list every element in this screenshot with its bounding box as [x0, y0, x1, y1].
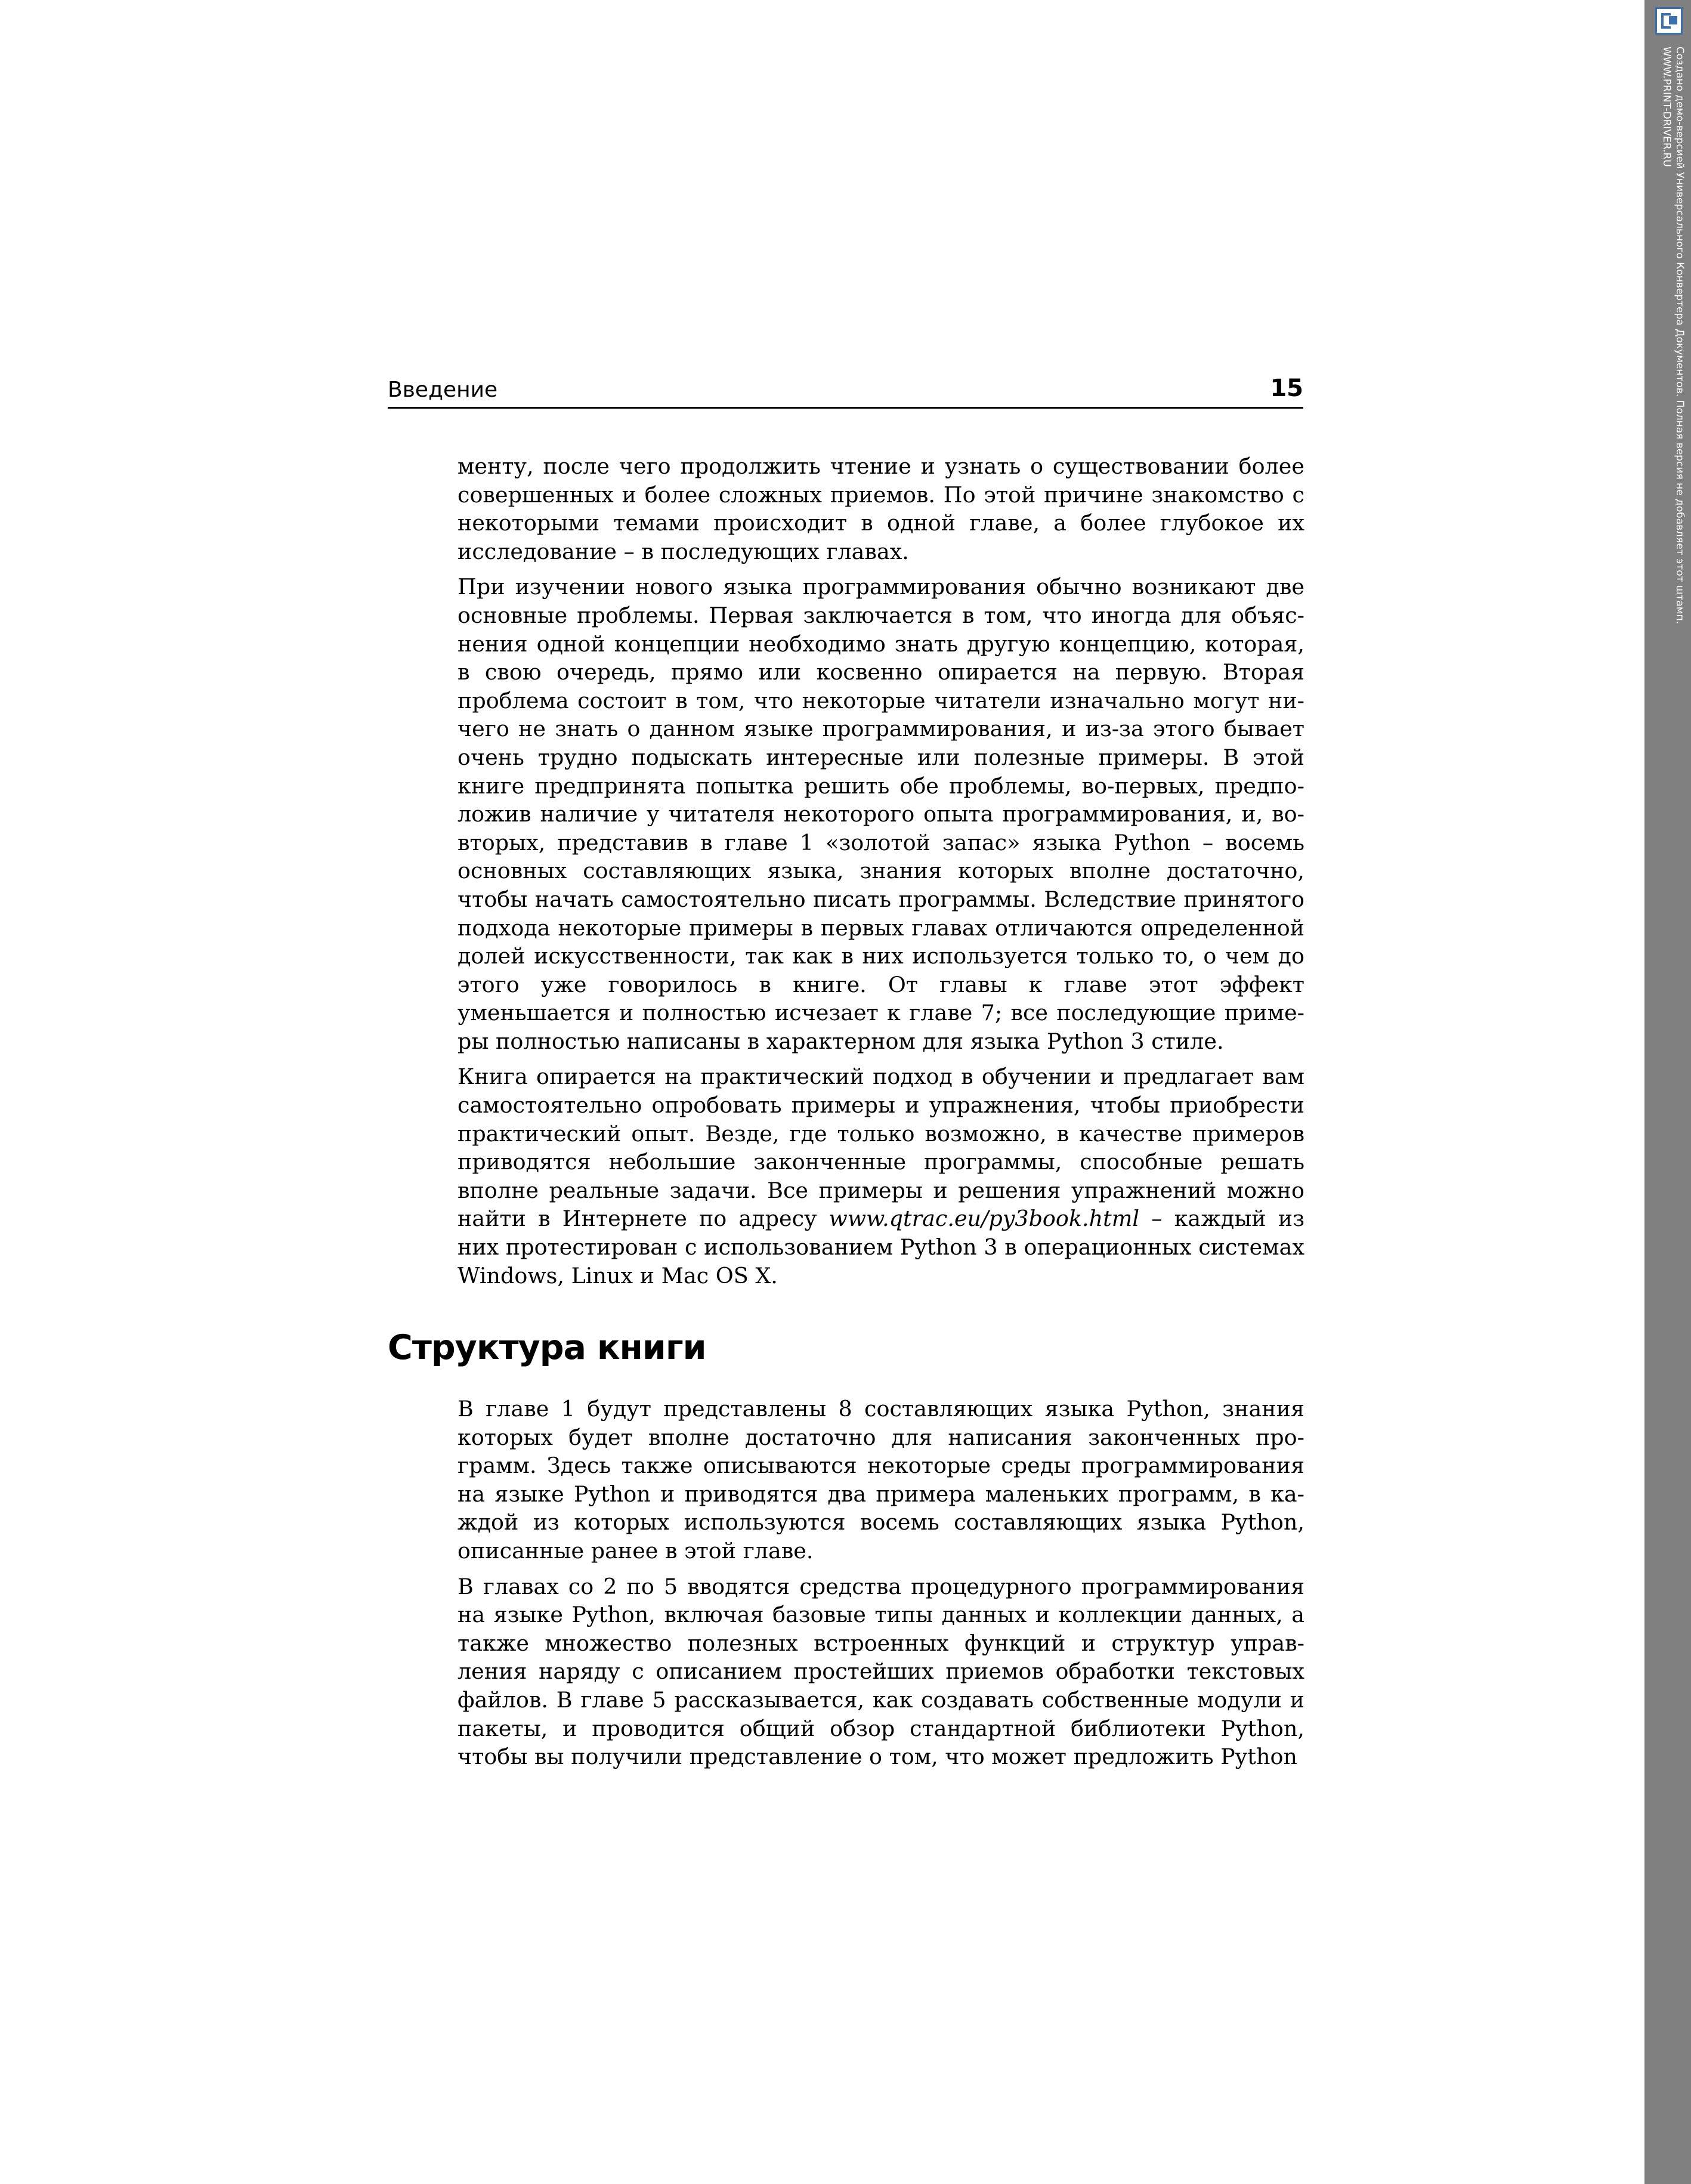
section-heading: Структура книги: [388, 1328, 706, 1367]
body-text-section: [457, 1395, 1304, 1778]
watermark-text: [1660, 47, 1686, 624]
paragraph-practical-text-2: – каждый из них протестирован с использованием Python 3 в операционных системах Windows, Linux и Mac OS X.: [457, 1206, 1304, 1289]
body-text-top: [457, 452, 1304, 1297]
paragraph-chapter-1: В главе 1 будут представлены 8 составляющих языка Python, знания которых будет вполне достаточно для написания законченных программ. Здесь также описываются некоторые среды программирования на языке Python и приводятся два примера маленьких программ, в каждой из которых используются восемь составляющих языка Python, описанные ранее в этой главе.: [457, 1396, 1304, 1564]
watermark-line-2: WWW.PRINT-DRIVER.RU: [1661, 47, 1673, 167]
paragraph-practical-text-1: Книга опирается на практический подход в обучении и предлагает вам самостоятельно опробовать примеры и упражнения, чтобы приобрести практический опыт. Везде, где только возможно, в качестве примеров приводятся небольшие законченные программы, способные решать вполне реальные задачи. Все примеры и решения упражнений можно найти в Интернете по адресу: [457, 1064, 1304, 1232]
paragraph-chapters-2-5: В главах со 2 по 5 вводятся средства процедурного программирования на языке Python, включая базовые типы данных и коллекции данных, а также множество полезных встроенных функций и структур управления наряду с описанием простейших приемов обработки текстовых файлов. В главе 5 рассказывается, как создавать собственные модули и пакеты, и проводится общий обзор стандартной библиотеки Python, чтобы вы получили представление о том, что может предложить Python: [457, 1573, 1304, 1770]
running-header: [388, 375, 1303, 409]
watermark-line-1: Создано демо-версией Универсального Конвертера Документов. Полная версия не добавляет этот штамп.: [1674, 47, 1686, 625]
paragraph-continuation: менту, после чего продолжить чтение и узнать о существовании более совершенных и более сложных приемов. По этой причине знакомство с некоторыми темами происходит в одной главе, а более глубокое их исследование – в последующих главах.: [457, 453, 1304, 564]
page-number: 15: [1270, 375, 1303, 402]
converter-logo-icon: [1655, 7, 1683, 35]
paragraph-problems: При изучении нового языка программирования обычно возникают две основные проблемы. Первая заключается в том, что иногда для объяснения одной концепции необходимо знать другую концепцию, которая, в свою очередь, прямо или косвенно опирается на первую. Вторая проблема состоит в том, что некоторые читатели изначально могут ничего не знать о данном языке программирования, и из-за этого бывает очень трудно подыскать интересные или полезные примеры. В этой книге предпринята попытка решить обе проблемы, во-первых, предположив наличие у читателя некоторого опыта программирования, и, во-вторых, представив в главе 1 «золотой запас» языка Python – восемь основных составляющих языка, знания которых вполне достаточно, чтобы начать самостоятельно писать программы. Вследствие принятого подхода некоторые примеры в первых главах отличаются определенной долей искусственности, так как в них используется только то, о чем до этого уже говорилось в книге. От главы к главе этот эффект уменьшается и полностью исчезает к главе 7; все последующие примеры полностью написаны в характерном для языка Python 3 стиле.: [457, 574, 1304, 1054]
paragraph-practical-approach: [457, 1062, 1304, 1290]
book-url: www.qtrac.eu/py3book.html: [829, 1206, 1140, 1232]
watermark-sidebar: [1644, 0, 1691, 2184]
running-title: Введение: [388, 378, 498, 402]
